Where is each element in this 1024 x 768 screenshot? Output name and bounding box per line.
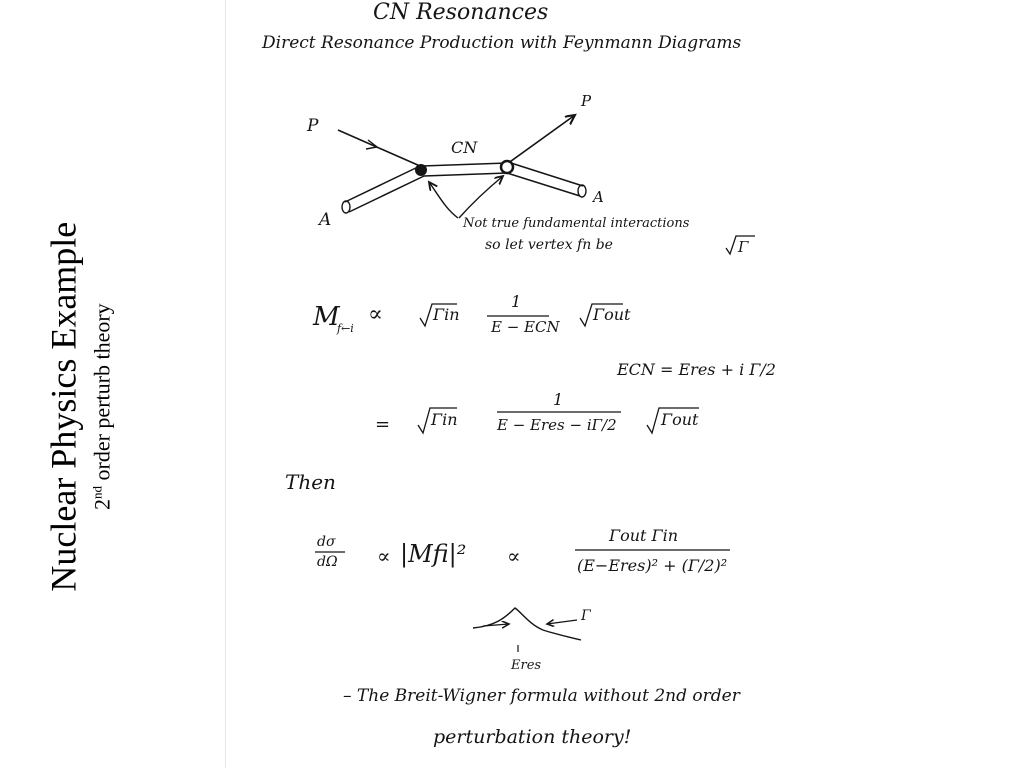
equals-sign: = bbox=[375, 414, 391, 435]
resonance-curve bbox=[473, 608, 581, 640]
gamma-width-label: Γ bbox=[581, 608, 591, 624]
propto-3: ∝ bbox=[507, 544, 521, 568]
then-label: Then bbox=[285, 470, 336, 494]
notes-title: CN Resonances bbox=[373, 0, 549, 25]
annotation-arrow-left bbox=[429, 182, 458, 218]
matrix-element-subscript: f←i bbox=[337, 322, 354, 335]
matrix-element-symbol: M bbox=[313, 302, 340, 332]
handwritten-notes bbox=[225, 0, 825, 768]
propto-1: ∝ bbox=[368, 302, 383, 327]
conclusion-line-2: perturbation theory! bbox=[433, 726, 632, 748]
conclusion-line-1: – The Breit-Wigner formula without 2nd order bbox=[343, 686, 740, 706]
label-p-in: P bbox=[307, 116, 319, 136]
label-cn: CN bbox=[451, 138, 478, 157]
nucleus-end-cap-out bbox=[578, 185, 586, 197]
compound-nucleus-line bbox=[422, 163, 507, 176]
propto-2: ∝ bbox=[377, 544, 391, 568]
gamma-out-1: Γout bbox=[593, 305, 631, 324]
dsigma-numerator: dσ bbox=[317, 534, 336, 550]
domega-denominator: dΩ bbox=[317, 554, 338, 570]
slide-title: Nuclear Physics Example bbox=[43, 221, 84, 592]
nucleus-end-cap-in bbox=[342, 201, 350, 213]
outgoing-nucleus-line bbox=[507, 163, 583, 196]
ecn-definition: ECN = Eres + i Γ/2 bbox=[617, 360, 776, 379]
frac-num-1: 1 bbox=[511, 292, 522, 311]
slide-subtitle bbox=[83, 197, 116, 617]
gamma-in-1: Γin bbox=[433, 305, 460, 324]
incoming-proton-line bbox=[338, 130, 420, 166]
annotation-line-1: Not true fundamental interactions bbox=[463, 216, 690, 231]
gamma-out-2: Γout bbox=[661, 410, 699, 429]
label-a-in: A bbox=[319, 210, 332, 230]
outgoing-proton-line bbox=[507, 115, 575, 164]
mfi-abs-squared: |Mfi|² bbox=[400, 540, 467, 568]
annotation-arrow-right bbox=[459, 176, 503, 218]
incoming-nucleus-line bbox=[345, 166, 424, 212]
label-p-out: P bbox=[581, 92, 592, 110]
subtitle-superscript: nd bbox=[89, 485, 105, 499]
gamma-in-2: Γin bbox=[431, 410, 458, 429]
frac-den-3: (E−Eres)² + (Γ/2)² bbox=[577, 556, 728, 575]
eres-label: Eres bbox=[511, 658, 542, 673]
width-marker-right bbox=[547, 620, 577, 624]
frac-num-3: Γout Γin bbox=[609, 526, 679, 545]
label-a-out: A bbox=[593, 188, 604, 206]
vertex-left bbox=[415, 164, 427, 176]
frac-num-2: 1 bbox=[553, 390, 564, 409]
annotation-line-2: so let vertex fn be bbox=[485, 237, 613, 253]
vertex-right bbox=[501, 161, 513, 173]
frac-den-2: E − Eres − iΓ/2 bbox=[497, 416, 617, 434]
subtitle-number: 2 bbox=[89, 498, 115, 510]
side-title bbox=[43, 197, 116, 617]
notes-subtitle: Direct Resonance Production with Feynmann Diagrams bbox=[262, 33, 742, 53]
gamma-in-annotation: Γ bbox=[738, 238, 749, 256]
frac-den-1: E − ECN bbox=[491, 318, 560, 336]
subtitle-text: order perturb theory bbox=[89, 303, 115, 486]
